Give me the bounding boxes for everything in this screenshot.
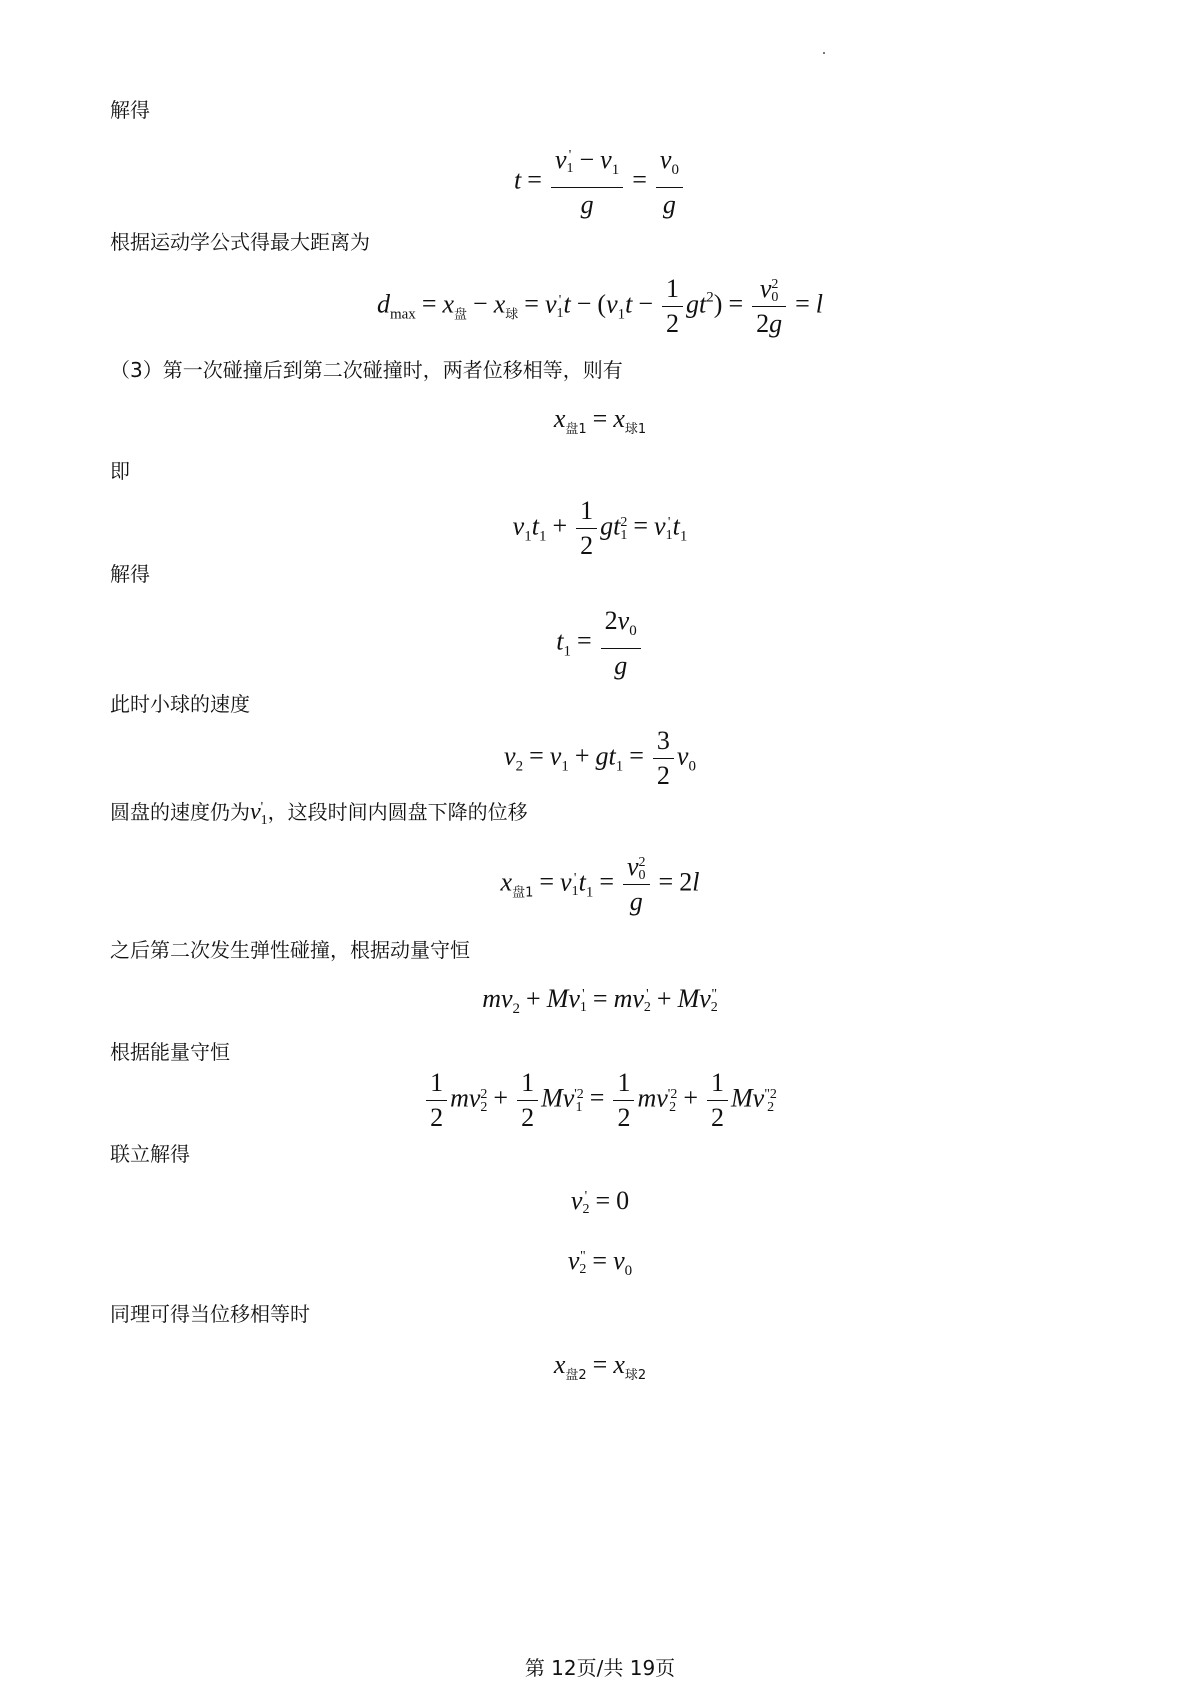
- equation-energy: $\frac{1}{2}$ mv 2 2 + $\frac{1}{2}$ Mv '2 1 = $\frac{1}{2}$ mv '2 2 + $\frac{1}{2}$ Mv "2 2: [0, 1068, 1200, 1133]
- paragraph-solve-1: 解得: [110, 98, 150, 122]
- equation-displacement-equal-1: $x_{盘1} = x_{球1}$: [553, 404, 647, 437]
- max-subscript: max: [389, 306, 416, 323]
- paragraph-part-3: （3）第一次碰撞后到第二次碰撞时，两者位移相等，则有: [110, 358, 623, 382]
- paragraph-pan-speed: 圆盘的速度仍为v ' 1 ，这段时间内圆盘下降的位移: [110, 799, 528, 828]
- paragraph-ball-speed: 此时小球的速度: [110, 692, 250, 716]
- equation-displacement-equal-2: $x_{盘2} = x_{球2}$: [553, 1350, 647, 1383]
- equation-momentum: $mv_2 + Mv$ ' 1 = mv ' 2 + Mv " 2: [482, 984, 718, 1017]
- ball-subscript: 球: [505, 307, 519, 323]
- equation-t1: $t_1$ = $\frac{2v_0}{g}$: [0, 606, 1200, 681]
- page-speck: [823, 52, 825, 54]
- equation-kinematic-1: $v_1t_1$ + $\frac{1}{2}$ gt 2 1 = v ' 1 $t_1$: [512, 496, 688, 560]
- paragraph-energy: 根据能量守恒: [110, 1040, 230, 1064]
- pan-subscript: 盘: [454, 307, 468, 323]
- equation-time: t = v ' 1 − $v_1$ g = $\frac{v_0}{g}$: [0, 145, 1200, 220]
- paragraph-momentum: 之后第二次发生弹性碰撞，根据动量守恒: [110, 938, 470, 962]
- paragraph-namely: 即: [110, 459, 130, 483]
- equation-pan-displacement: $x_{盘1} = v$ ' 1 $t_1$ = v 2 0 g = 2l: [500, 852, 700, 917]
- page-footer: 第 12页/共 19页: [524, 1656, 676, 1680]
- equation-max-distance: $d_{max} = x_盘 - x_球 = v$ ' 1 $t - (v_1t$ − $\frac{1}{2}$ $gt^2$) = v 2 0 2g = l: [376, 274, 824, 339]
- paragraph-combine: 联立解得: [110, 1142, 190, 1166]
- equation-v2-prime: v ' 2 = 0: [570, 1186, 630, 1218]
- equation-v2-double-prime: v " 2 = $v_0$: [567, 1246, 633, 1279]
- equation-v2: $v_2 = v_1 + gt_1$ = $\frac{3}{2}$ $v_0$: [504, 726, 696, 790]
- paragraph-solve-2: 解得: [110, 562, 150, 586]
- paragraph-max-distance: 根据运动学公式得最大距离为: [110, 230, 370, 254]
- paragraph-similarly: 同理可得当位移相等时: [110, 1302, 310, 1326]
